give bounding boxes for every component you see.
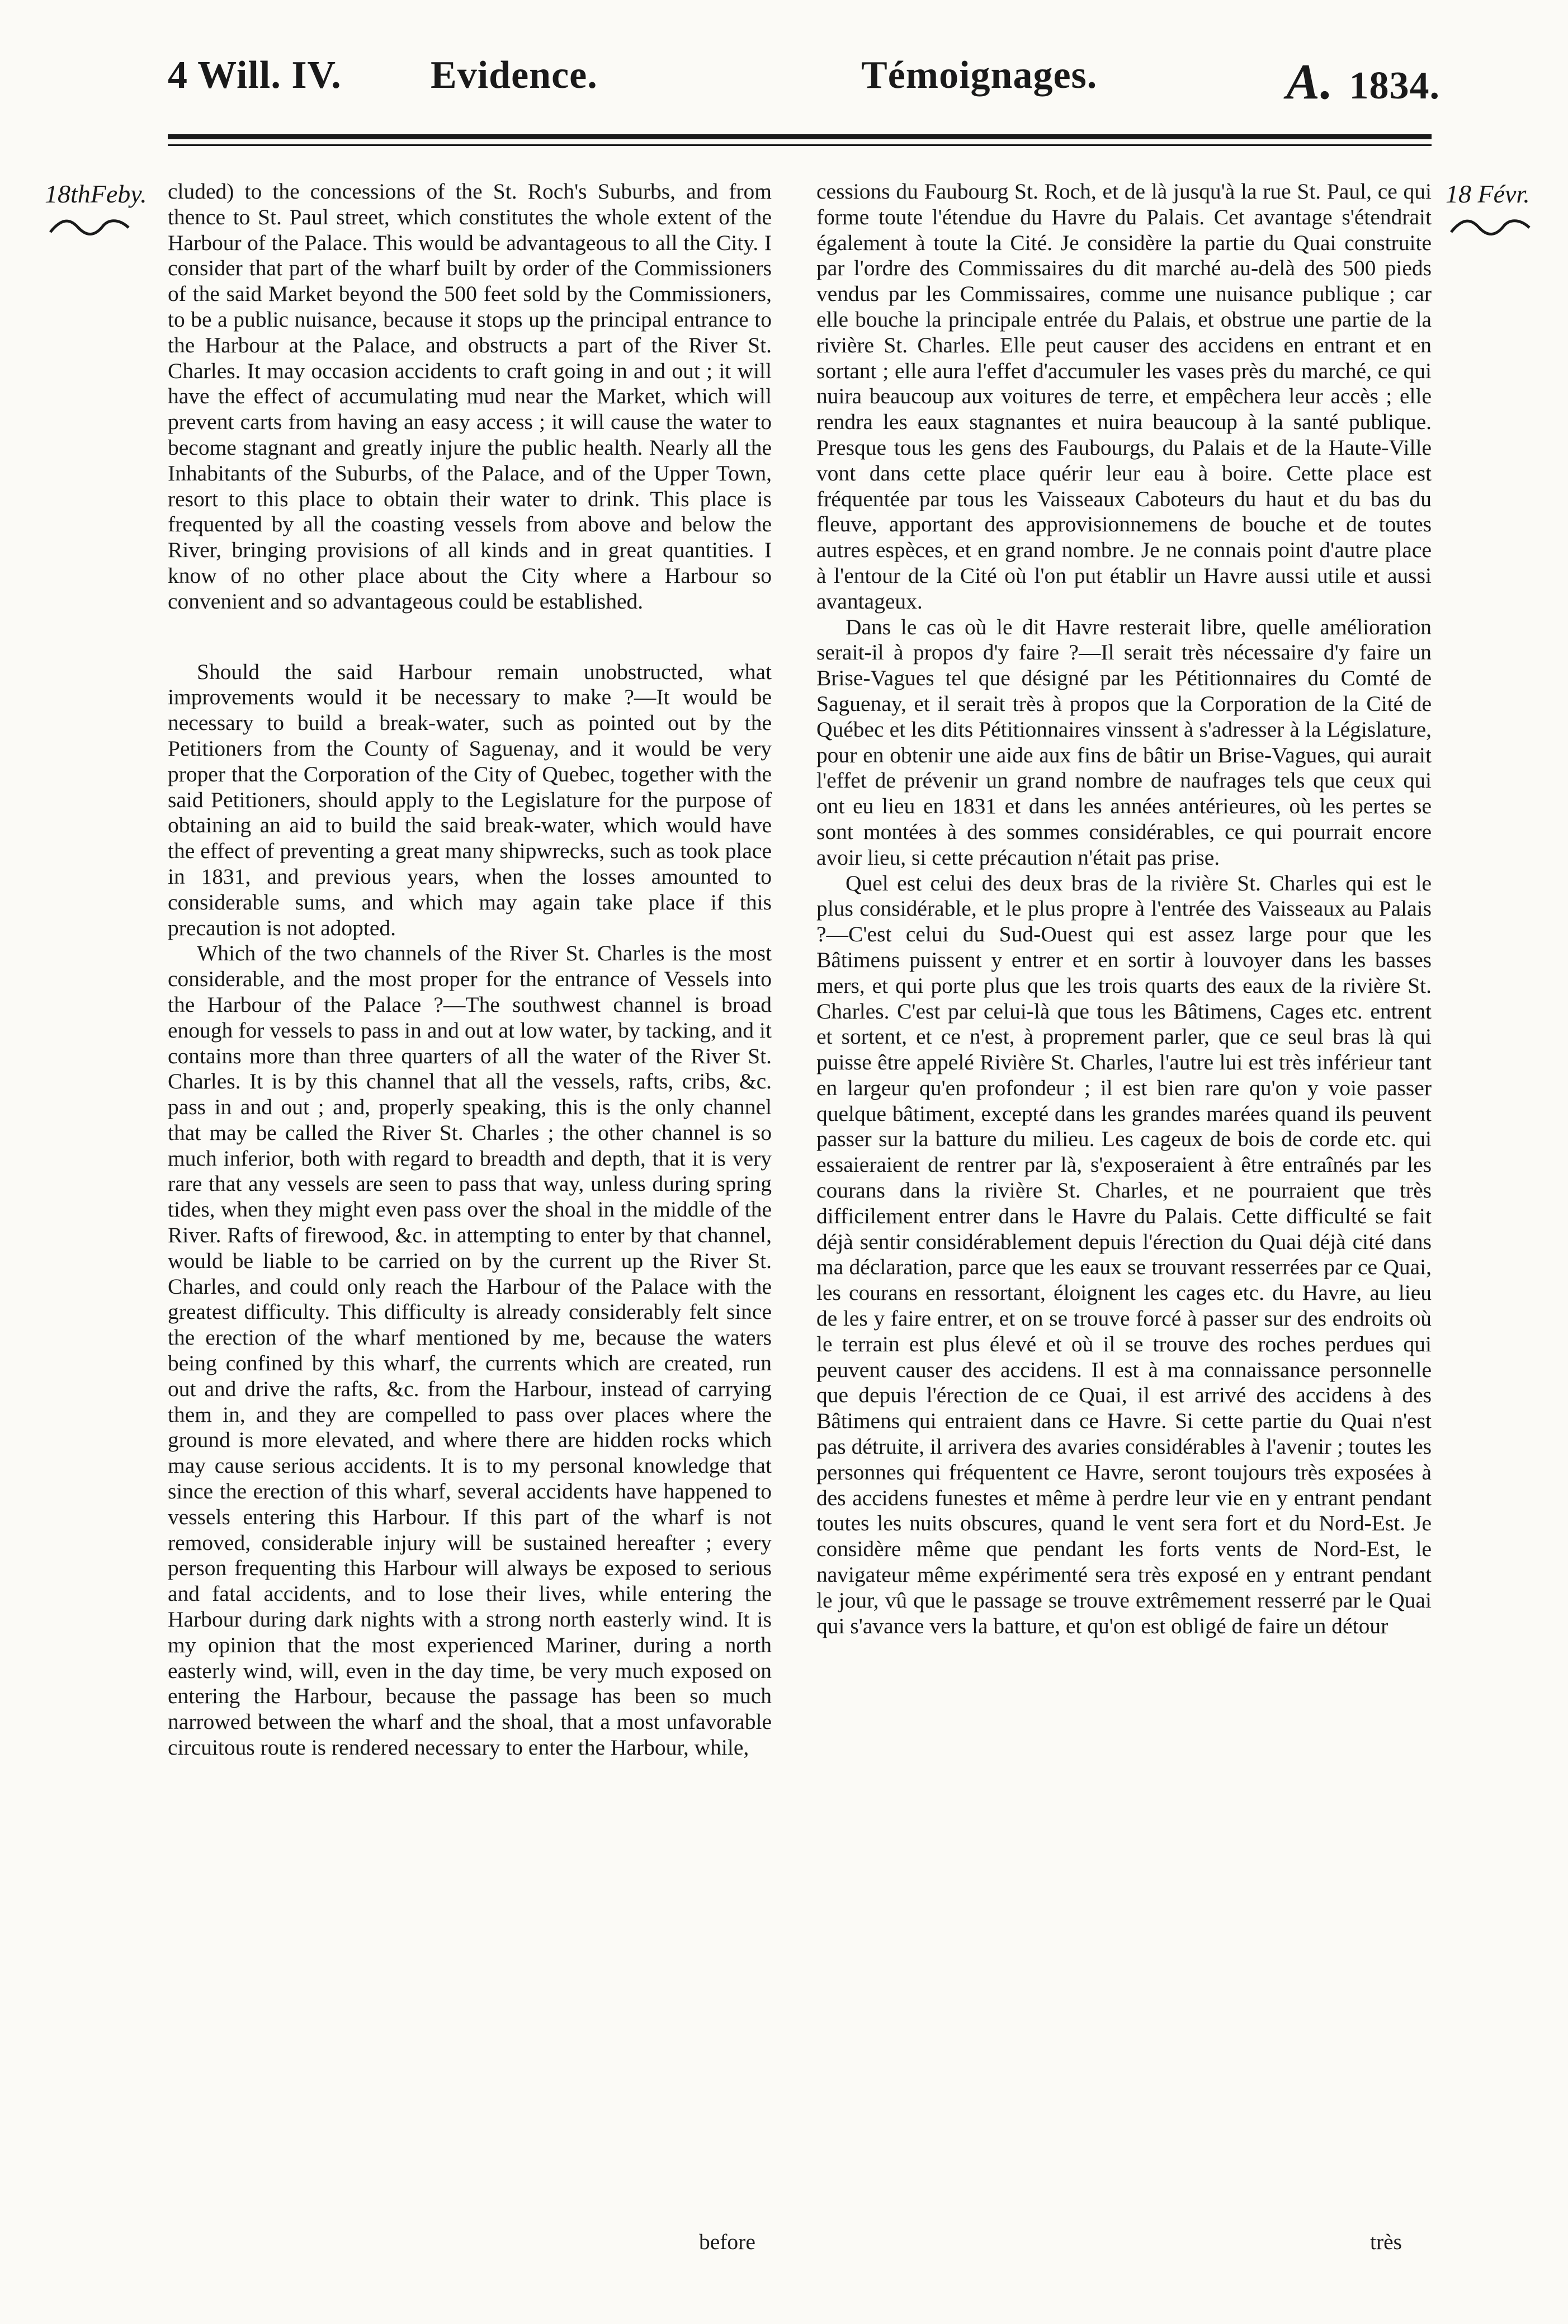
french-paragraph-2: Dans le cas où le dit Havre resterait libre, quelle amélioration serait-il à propos d'y faire ?—Il serait très nécessaire d'y faire un Brise-Vagues tel que désigné par les Pétitionnaires du Comté de Saguenay, et il serait très à propos que la Corporation de la Cité de Québec et les dits Pétitionnaires vinssent à s'adresser à la Législature, pour en obtenir une aide aux fins de bâtir un Brise-Vagues, qui aurait l'effet de prévenir un grand nombre de naufrages tels que ceux qui ont eu lieu en 1831 et dans les années antérieures, où les pertes se sont montées à des sommes considérables, ce qui pourrait encore avoir lieu, si cette précaution n'était pas prise. <box>816 614 1432 870</box>
header-rule-thick <box>168 134 1432 139</box>
english-catchword: before <box>699 2229 755 2254</box>
year-label: 1834. <box>1349 64 1441 107</box>
english-paragraph-2: Should the said Harbour remain unobstructed, what improvements would it be necessary to make ?—It would be necessary to build a break-water, such as pointed out by the Petitioners from the County of Saguenay, and it would be very proper that the Corporation of the City of Quebec, together with the said Petitioners, should apply to the Legislature for the purpose of obtaining an aid to build the said break-water, which would have the effect of preventing a great many shipwrecks, such as took place in 1831, and previous years, when the losses amounted to considerable sums, and which may again take place if this precaution is not adopted. <box>168 659 772 940</box>
french-paragraph-3: Quel est celui des deux bras de la rivière St. Charles qui est le plus considérable, et le plus propre à l'entrée des Vaisseaux au Palais ?—C'est celui du Sud-Ouest qui est assez large pour que les Bâtimens puissent y entrer et en sortir à louvoyer dans les basses mers, et qui porte plus que les trois quarts des eaux de la rivière St. Charles. C'est par celui-là que tous les Bâtimens, Cages etc. entrent et sortent, et ce n'est, à proprement parler, que ce seul bras là qui puisse être appelé Rivière St. Charles, l'autre lui est très inférieur tant en largeur qu'en profondeur ; il est bien rare qu'on y voie passer quelque bâtiment, excepté dans les grandes marées quand ils peuvent passer sur la batture du milieu. Les cageux de bois de corde etc. qui essaieraient de rentrer par là, s'exposeraient à être entraînés par les courans dans la rivière St. Charles, et ne pourraient que très difficilement entrer dans le Havre du Palais. Cette difficulté se fait déjà sentir considérablement depuis l'érection du Quai déjà cité dans ma déclaration, parce que les eaux se trouvant resserrées par ce Quai, les courans en ressortant, éloignent les cages etc. du Havre, au lieu de les y faire entrer, et on se trouve forcé à passer sur des endroits où le terrain est plus élevé et où il se trouve des roches perdues qui peuvent causer des accidens. Il est à ma connaissance personnelle que depuis l'érection de ce Quai, il est arrivé des accidens à des Bâtimens qui entraient dans ce Havre. Si cette partie du Quai n'est pas détruite, il arrivera des avaries considérables à l'avenir ; toutes les personnes qui fréquentent ce Havre, seront toujours très exposées à des accidens funestes et même à perdre leur vie en y entrant pendant toutes les nuits obscures, quand le vent sera fort et du Nord-Est. Je considère même que pendant les forts vents de Nord-Est, le navigateur même expérimenté sera très exposé en y entrant pendant le jour, vû que le passage se trouve extrêmement resserré par le Quai qui s'avance vers la batture, et qu'on est obligé de faire un détour <box>816 870 1432 1638</box>
margin-date-left: 18thFeby. <box>45 180 147 208</box>
header-rule-thin <box>168 144 1432 146</box>
french-paragraph-1: cessions du Faubourg St. Roch, et de là jusqu'à la rue St. Paul, ce qui forme toute l'étendue du Havre du Palais. Cet avantage s'étendrait également à toute la Cité. Je considère la partie du Quai construite par l'ordre des Commissaires du dit marché au-delà des 500 pieds vendus par les Commissaires, comme une nuisance publique ; car elle bouche la principale entrée du Palais, et obstrue une partie de la rivière St. Charles. Elle peut causer des accidens en entrant et en sortant ; elle aura l'effet d'accumuler les vases près du marché, ce qui nuira beaucoup aux voitures de terre, et empêchera leur accès ; elle rendra les eaux stagnantes et nuira beaucoup à la santé publique. Presque tous les gens des Faubourgs, du Palais et de la Haute-Ville vont dans cette place quérir leur eau à boire. Cette place est fréquentée par tous les Vaisseaux Caboteurs du haut et du bas du fleuve, apportant des approvisionnemens de bouche et de toutes autres espèces, et en grand nombre. Je ne connais point d'autre place à l'entour de la Cité où l'on put établir un Havre aussi utile et aussi avantageux. <box>816 179 1432 614</box>
english-column <box>168 179 772 2262</box>
section-title-french: Témoignages. <box>861 54 1098 97</box>
french-column <box>816 179 1432 2262</box>
session-label: 4 Will. IV. <box>168 54 342 97</box>
appendix-year <box>1286 53 1440 111</box>
appendix-letter: A. <box>1286 54 1334 110</box>
running-header <box>168 48 1441 120</box>
section-title-english: Evidence. <box>431 54 598 97</box>
margin-date-right: 18 Févr. <box>1446 180 1530 208</box>
flourish-ornament-right <box>1448 215 1532 238</box>
english-paragraph-3: Which of the two channels of the River St. Charles is the most considerable, and the most proper for the entrance of Vessels into the Harbour of the Palace ?—The southwest channel is broad enough for vessels to pass in and out at low water, by tacking, and it contains more than three quarters of all the water of the River St. Charles. It is by this channel that all the vessels, rafts, cribs, &c. pass in and out ; and, properly speaking, this is the only channel that may be called the River St. Charles ; the other channel is so much inferior, both with regard to breadth and depth, that it is very rare that any vessels are seen to pass that way, unless during spring tides, when they might even pass over the shoal in the middle of the River. Rafts of firewood, &c. in attempting to enter by that channel, would be liable to be carried on by the current up the River St. Charles, and could only reach the Harbour of the Palace with the greatest difficulty. This difficulty is already considerably felt since the erection of the wharf mentioned by me, because the waters being confined by this wharf, the currents which are created, run out and drive the rafts, &c. from the Harbour, instead of carrying them in, and they are compelled to pass over places where the ground is more elevated, and where there are hidden rocks which may cause serious accidents. It is to my personal knowledge that since the erection of this wharf, several accidents have happened to vessels entering this Harbour. If this part of the wharf is not removed, considerable injury will be sustained hereafter ; every person frequenting this Harbour will always be exposed to serious and fatal accidents, and to lose their lives, while entering the Harbour during dark nights with a strong north easterly wind. It is my opinion that the most experienced Mariner, during a north easterly wind, will, even in the day time, be very much exposed on entering the Harbour, because the passage has been so much narrowed between the wharf and the shoal, that a most unfavorable circuitous route is rendered necessary to enter the Harbour, while, <box>168 941 772 1760</box>
french-catchword: très <box>1370 2229 1402 2254</box>
flourish-ornament-left <box>48 215 131 238</box>
english-paragraph-1: cluded) to the concessions of the St. Roch's Suburbs, and from thence to St. Paul street, which constitutes the whole extent of the Harbour of the Palace. This would be advantageous to all the City. I consider that part of the wharf built by order of the Commissioners of the said Market beyond the 500 feet sold by the Commissioners, to be a public nuisance, because it stops up the principal entrance to the Harbour at the Palace, and obstructs a part of the River St. Charles. It may occasion accidents to craft going in and out ; it will have the effect of accumulating mud near the Market, which will prevent carts from having an easy access ; it will cause the water to become stagnant and greatly injure the public health. Nearly all the Inhabitants of the Suburbs, of the Palace, and of the Upper Town, resort to this place to obtain their water to drink. This place is frequented by all the coasting vessels from above and below the River, bringing provisions of all kinds and in great quantities. I know of no other place about the City where a Harbour so convenient and so advantageous could be established. <box>168 179 772 614</box>
